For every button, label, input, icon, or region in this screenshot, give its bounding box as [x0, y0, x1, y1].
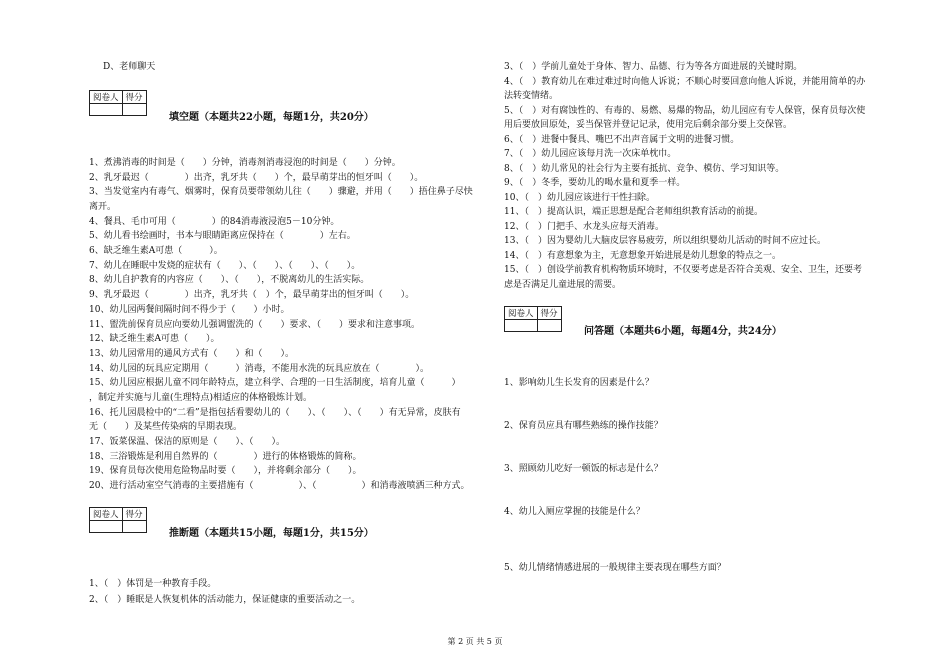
score-label: 得分 [537, 307, 561, 320]
question-line: 1、（ ）体罚是一种教育手段。 [89, 579, 217, 589]
page-footer: 第 2 页 共 5 页 [447, 637, 503, 646]
question-line: 5、幼儿看书绘画时，书本与眼睛距离应保持在（ ）左右。 [89, 231, 356, 241]
question-line: ，制定并实施与儿童(生理特点)相适应的体格锻炼计划。 [89, 393, 313, 403]
fill-section-title: 填空题（本题共22小题，每题1分，共20分） [169, 112, 374, 123]
reviewer-label: 阅卷人 [90, 508, 123, 521]
question-line: 6、缺乏维生素A可患（ ）。 [89, 246, 223, 256]
question-line: 2、（ ）睡眠是人恢复机体的活动能力，保证健康的重要活动之一。 [89, 595, 361, 605]
question-line: 10、（ ）幼儿园应该进行干性扫除。 [504, 193, 655, 203]
question-line: 1、影响幼儿生长发育的因素是什么？ [504, 378, 654, 388]
question-line: 2、保育员应具有哪些熟练的操作技能？ [504, 421, 663, 431]
question-line: 19、保育员每次使用危险物品时要（ ），并将剩余部分（ ）。 [89, 466, 362, 476]
question-line: 1、煮沸消毒的时间是（ ）分钟，消毒剂消毒浸泡的时间是（ ）分钟。 [89, 158, 401, 168]
reviewer-cell [90, 104, 123, 116]
question-line: 8、（ ）幼儿常见的社会行为主要有抵抗、竞争、模仿、学习知识等。 [504, 164, 785, 174]
score-cell [122, 521, 146, 533]
question-line: 7、幼儿在睡眠中发烧的症状有（ ）、（ ）、（ ）、（ ）。 [89, 261, 361, 271]
question-line: 14、（ ）有意想象为主，无意想象开始进展是幼儿想象的特点之一。 [504, 251, 781, 261]
question-line: 法转变情绪。 [504, 91, 559, 101]
question-line: 11、盥洗前保育员应向要幼儿强调盥洗的（ ）要求、（ ）要求和注意事项。 [89, 320, 420, 330]
reviewer-label: 阅卷人 [505, 307, 538, 320]
question-line: 4、幼儿入厕应掌握的技能是什么？ [504, 507, 645, 517]
question-line: 12、（ ）门把手、水龙头应每天消毒。 [504, 222, 664, 232]
score-box-judge [89, 507, 147, 533]
question-line: 离开。 [89, 202, 117, 212]
question-line: 7、（ ）幼儿园应该每月洗一次床单枕巾。 [504, 149, 677, 159]
question-line: 4、餐具、毛巾可用（ ）的84消毒液浸泡5－10分钟。 [89, 217, 340, 227]
question-line: 9、乳牙最迟（ ）出齐，乳牙共（ ）个，最早萌芽出的恒牙叫（ ）。 [89, 290, 415, 300]
question-line: 9、（ ）冬季，要幼儿的喝水量和夏季一样。 [504, 178, 686, 188]
question-line: 15、（ ）创设学前教育机构物质环境时，不仅要考虑是否符合美观、安全、卫生，还要考 [504, 265, 862, 275]
question-line: 用后要放回原处，妥当保管并登记记录，使用完后剩余部分要上交保管。 [504, 120, 793, 130]
reviewer-cell [90, 521, 123, 533]
previous-question-option: D、老师聊天 [103, 62, 156, 72]
question-line: 15、幼儿园应根据儿童不同年龄特点，建立科学、合理的一日生活制度，培育儿童（ ） [89, 378, 461, 388]
question-line: 虑是否满足儿童进展的需要。 [504, 280, 622, 290]
score-cell [122, 104, 146, 116]
question-line: 11、（ ）提高认识，端正思想是配合老师组织教育活动的前提。 [504, 207, 763, 217]
score-cell [537, 320, 561, 332]
question-line: 3、（ ）学前儿童处于身体、智力、品德、行为等各方面进展的关键时期。 [504, 62, 803, 72]
score-box-fill [89, 90, 147, 116]
question-line: 17、饭菜保温、保洁的原则是（ ）、（ ）。 [89, 437, 285, 447]
question-line: 14、幼儿园的玩具应定期用（ ）消毒，不能用水洗的玩具应放在（ ）。 [89, 364, 429, 374]
question-line: 2、乳牙最迟（ ）出齐，乳牙共（ ）个，最早萌芽出的恒牙叫（ ）。 [89, 173, 424, 183]
score-label: 得分 [122, 91, 146, 104]
judge-section-title: 推断题（本题共15小题，每题1分，共15分） [169, 528, 374, 539]
question-line: 5、幼儿情绪情感进展的一般规律主要表现在哪些方面？ [504, 563, 726, 573]
question-line: 12、缺乏维生素A可患（ ）。 [89, 334, 220, 344]
question-line: 20、进行活动室空气消毒的主要措施有（ ）、（ ）和消毒液喷洒三种方式。 [89, 481, 470, 491]
question-line: 10、幼儿园两餐间隔时间不得少于（ ）小时。 [89, 305, 290, 315]
question-line: 5、（ ）对有腐蚀性的、有毒的、易燃、易爆的物品，幼儿园应有专人保管，保育员每次使 [504, 106, 866, 116]
reviewer-label: 阅卷人 [90, 91, 123, 104]
question-line: 6、（ ）进餐中餐具、嘴巴不出声音属于文明的进餐习惯。 [504, 135, 740, 145]
question-line: 无（ ）及某些传染病的早期表现。 [89, 422, 243, 432]
question-line: 3、当发觉室内有毒气、烟雾时，保育员要带领幼儿往（ ）骤避，并用（ ）捂住鼻子尽快 [89, 187, 473, 197]
question-line: 13、（ ）因为婴幼儿大脑皮层容易疲劳，所以组织婴幼儿活动的时间不应过长。 [504, 236, 826, 246]
reviewer-cell [505, 320, 538, 332]
question-line: 16、托儿园晨检中的“二看”是指包括看婴幼儿的（ ）、（ ）、（ ）有无异常，皮肤有 [89, 408, 461, 418]
question-line: 3、照顾幼儿吃好一顿饭的标志是什么？ [504, 464, 663, 474]
question-line: 8、幼儿自护教育的内容应（ ）、（ ），不脱离幼儿的生活实际。 [89, 275, 370, 285]
question-line: 13、幼儿园常用的通风方式有（ ）和（ ）。 [89, 349, 294, 359]
score-box-qa [504, 306, 562, 332]
question-line: 18、三浴锻炼是利用自然界的（ ）进行的体格锻炼的简称。 [89, 452, 362, 462]
qa-section-title: 问答题（本题共6小题，每题4分，共24分） [584, 326, 782, 337]
score-label: 得分 [122, 508, 146, 521]
question-line: 4、（ ）教育幼儿在难过难过时向他人诉说；不顺心时要回意向他人诉说，并能用简单的办 [504, 77, 866, 87]
